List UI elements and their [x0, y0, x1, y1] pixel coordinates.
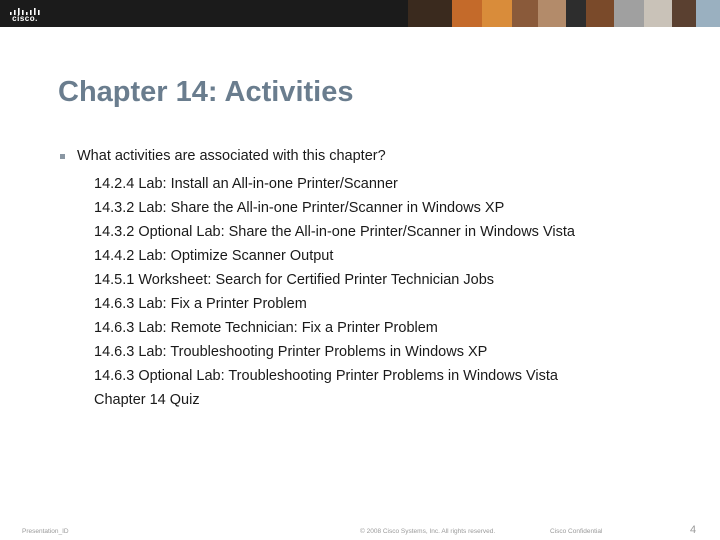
activity-list [94, 172, 575, 412]
header-photo [644, 0, 672, 27]
slide-number: 4 [690, 524, 697, 536]
cisco-logo [8, 4, 42, 24]
list-item: 14.3.2 Lab: Share the All-in-one Printer/Scanner in Windows XP [94, 200, 505, 216]
header-photo [586, 0, 614, 27]
header-photo [512, 0, 538, 27]
copyright-notice: © 2008 Cisco Systems, Inc. All rights reserved. [360, 528, 496, 535]
bullet-square-icon [60, 154, 65, 159]
list-item: 14.3.2 Optional Lab: Share the All-in-one Printer/Scanner in Windows Vista [94, 224, 575, 240]
header-photo [482, 0, 512, 27]
header-photo [672, 0, 696, 27]
header-photo [696, 0, 720, 27]
list-item: 14.6.3 Lab: Troubleshooting Printer Problems in Windows XP [94, 344, 488, 360]
header-photo [614, 0, 644, 27]
cisco-logo-text: cisco. [12, 14, 38, 23]
header-photo [452, 0, 482, 27]
list-item: 14.4.2 Lab: Optimize Scanner Output [94, 248, 334, 264]
list-item: Chapter 14 Quiz [94, 392, 200, 408]
header-photo [538, 0, 566, 27]
list-item: 14.6.3 Lab: Remote Technician: Fix a Printer Problem [94, 320, 438, 336]
list-item: 14.2.4 Lab: Install an All-in-one Printer/Scanner [94, 176, 398, 192]
confidential-label: Cisco Confidential [550, 528, 603, 535]
header-photo-strip [408, 0, 720, 27]
presentation-id: Presentation_ID [22, 528, 69, 535]
question-text: What activities are associated with this chapter? [77, 148, 386, 164]
header-bar [0, 0, 720, 27]
header-photo [566, 0, 586, 27]
header-photo [408, 0, 452, 27]
question-bullet [60, 148, 386, 164]
page-title: Chapter 14: Activities [58, 76, 354, 108]
list-item: 14.5.1 Worksheet: Search for Certified Printer Technician Jobs [94, 272, 495, 288]
list-item: 14.6.3 Optional Lab: Troubleshooting Printer Problems in Windows Vista [94, 368, 558, 384]
list-item: 14.6.3 Lab: Fix a Printer Problem [94, 296, 307, 312]
